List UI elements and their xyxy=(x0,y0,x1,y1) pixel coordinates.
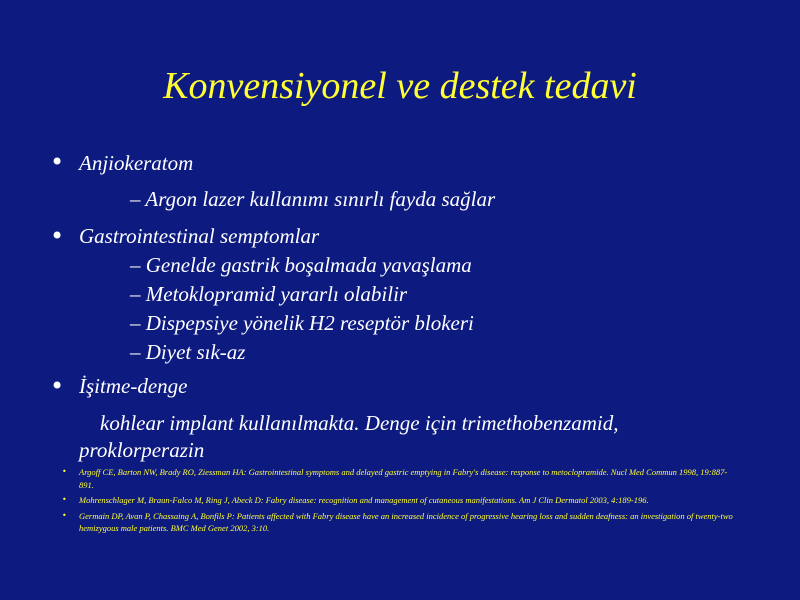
sub-item: – Metoklopramid yararlı olabilir xyxy=(130,282,408,306)
bullet-item-isitme-denge: İşitme-denge xyxy=(79,374,188,398)
sub-item: – Dispepsiye yönelik H2 reseptör blokeri xyxy=(130,311,474,335)
sub-item: – Argon lazer kullanımı sınırlı fayda sağlar xyxy=(130,187,496,211)
sub-item: – Diyet sık-az xyxy=(130,340,246,364)
bullet-marker: • xyxy=(50,222,65,250)
bullet-marker: • xyxy=(50,148,65,176)
bullet-item-anjiokeratom: Anjiokeratom xyxy=(79,151,194,175)
body-text-line: proklorperazin xyxy=(79,438,205,462)
bullet-marker: • xyxy=(62,510,67,520)
body-text-line: kohlear implant kullanılmakta. Denge için trimethobenzamid, xyxy=(100,411,619,435)
reference-item xyxy=(62,466,742,491)
reference-text: Argoff CE, Barton NW, Brady RO, Ziessman HA: Gastrointestinal symptoms and delayed gastric emptying in Fabry's disease: response to metoclopramide. Nucl Med Commun 1998, 19:887-891. xyxy=(79,467,728,490)
references-list xyxy=(62,466,742,538)
bullet-marker: • xyxy=(62,467,67,476)
bullet-marker: • xyxy=(62,495,67,504)
bullet-marker: • xyxy=(50,372,65,400)
reference-item xyxy=(62,494,742,507)
slide-title: Konvensiyonel ve destek tedavi xyxy=(163,65,637,107)
bullet-item-gastrointestinal: Gastrointestinal semptomlar xyxy=(79,224,320,248)
reference-text: Mohrenschlager M, Braun-Falco M, Ring J, Abeck D: Fabry disease: recognition and management of cutaneous manifestations. Am J Clin Dermatol 2003, 4:189-196. xyxy=(79,495,649,505)
reference-item xyxy=(62,510,742,535)
reference-text: Germain DP, Avan P, Chassaing A, Bonfils P: Patients affected with Fabry disease have an increased incidence of progressive hearing loss and sudden deafness: an investigation of twenty-two hemizygous male patients. BMC Med Genet 2002, 3:10. xyxy=(79,510,733,533)
sub-item: – Genelde gastrik boşalmada yavaşlama xyxy=(130,253,472,277)
